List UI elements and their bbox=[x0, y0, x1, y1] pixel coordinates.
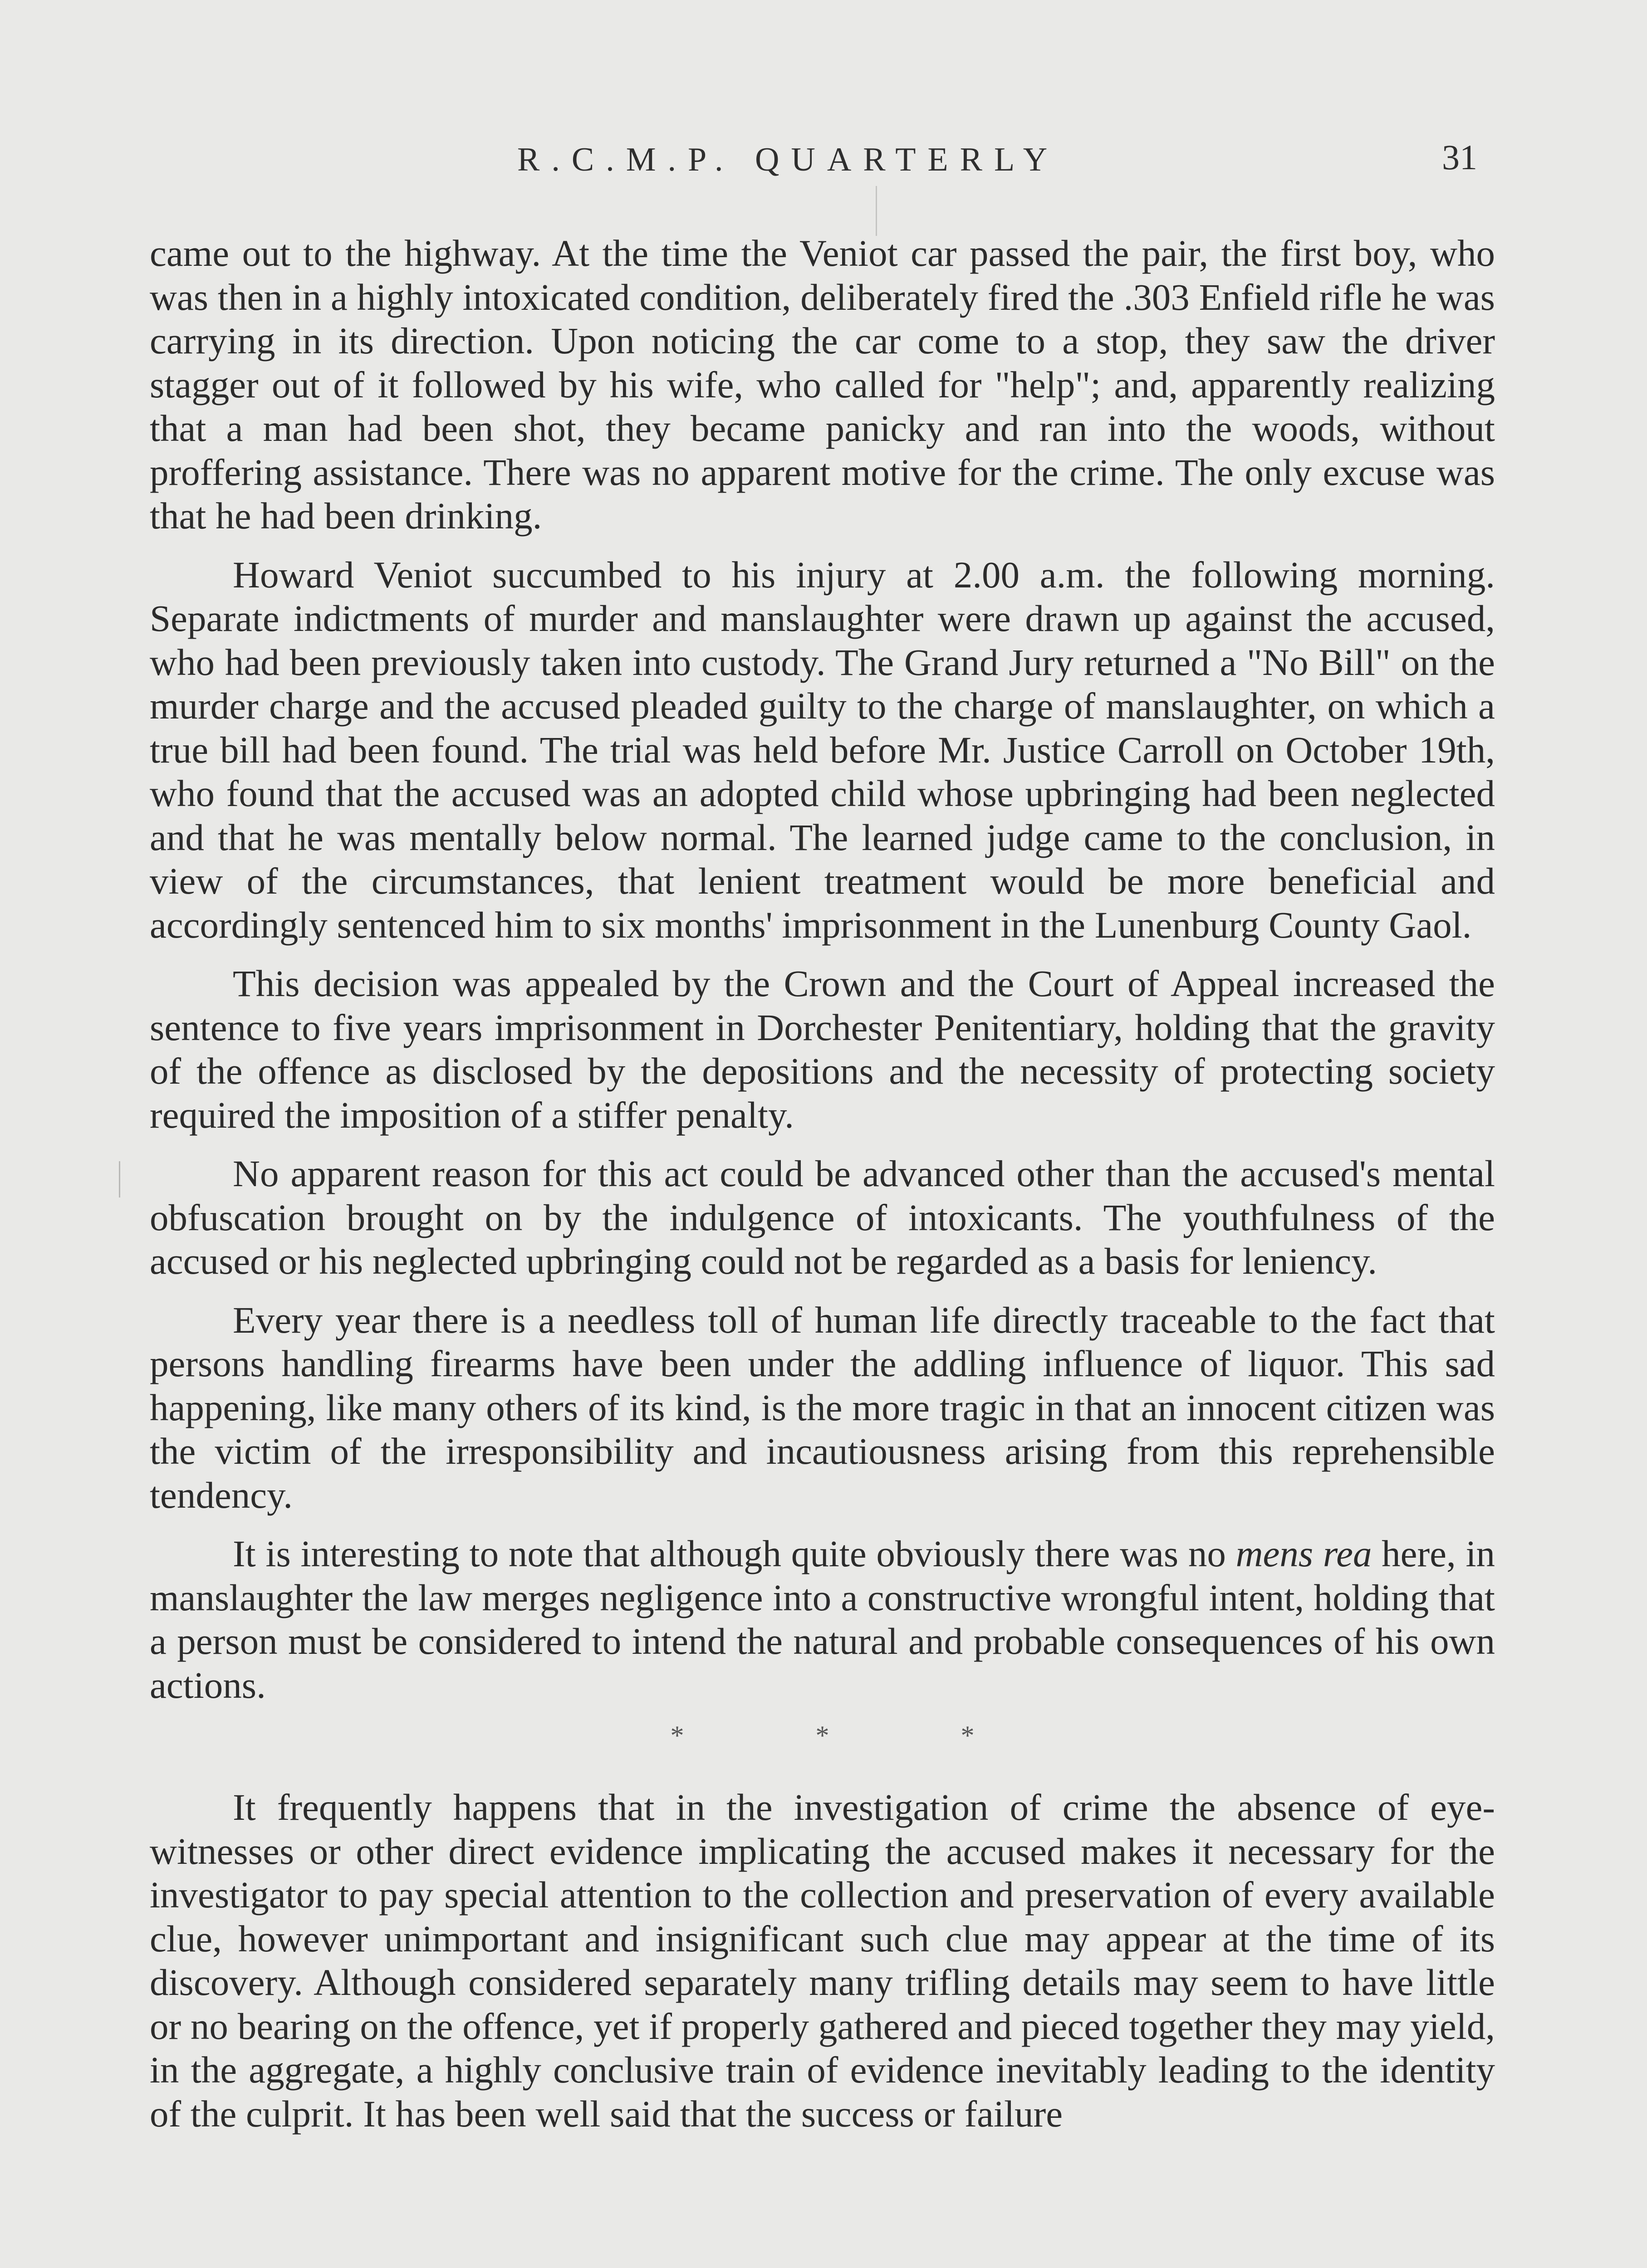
paragraph-5: Every year there is a needless toll of human life directly traceable to the fact that persons handling firearms have been under the addling influence of liquor. This sad happening, like many others of its kind, is the more tragic in that an innocent citizen was the victim of the irresponsibility and incautiousness arising from this reprehensible tendency. bbox=[150, 1299, 1495, 1516]
paragraph-3: This decision was appealed by the Crown and the Court of Appeal increased the sentence to five years imprisonment in Dorchester Penitentiary, holding that the gravity of the offence as disclosed by the depositions and the necessity of protecting society required the imposition of a stiffer penalty. bbox=[150, 963, 1495, 1136]
margin-mark bbox=[119, 1161, 120, 1198]
paragraph-4: No apparent reason for this act could be advanced other than the accused's mental obfuscation brought on by the indulgence of intoxicants. The youthfulness of the accused or his neglected upbringing could not be regarded as a basis for leniency. bbox=[150, 1153, 1495, 1282]
paragraph-2: Howard Veniot succumbed to his injury at 2.00 a.m. the following morning. Separate indictments of murder and manslaughter were drawn up against the accused, who had been previously taken into custody. The Grand Jury returned a "No Bill" on the murder charge and the accused pleaded guilty to the charge of manslaughter, on which a true bill had been found. The trial was held before Mr. Justice Carroll on October 19th, who found that the accused was an adopted child whose upbringing had been neglected and that he was mentally below normal. The learned judge came to the conclusion, in view of the circumstances, that lenient treatment would be more beneficial and accordingly sentenced him to six months' imprisonment in the Lunenburg County Gaol. bbox=[150, 553, 1495, 946]
paragraph-6-start: It is interesting to note that although quite obviously there was no bbox=[233, 1533, 1236, 1574]
section-break-asterisk: * bbox=[670, 1721, 684, 1750]
journal-title: R.C.M.P. QUARTERLY bbox=[517, 141, 1059, 178]
paragraph-7: It frequently happens that in the investigation of crime the absence of eye-witnesses or other direct evidence implicating the accused makes it necessary for the investigator to pay special attention to the collection and preservation of every available clue, however unimportant and insignificant such clue may appear at the time of its discovery. Although considered separately many trifling details may seem to have little or no bearing on the offence, yet if properly gathered and pieced together they may yield, in the aggregate, a highly conclusive train of evidence inevitably leading to the identity of the culprit. It has been well said that the success or failure bbox=[150, 1786, 1495, 2135]
article-body bbox=[150, 231, 1495, 2151]
page-number: 31 bbox=[1442, 137, 1477, 177]
section-break-asterisk: * bbox=[961, 1721, 975, 1750]
section-break bbox=[150, 1722, 1495, 1749]
paragraph-6-end: here, in manslaughter the law merges negligence into a constructive wrongful intent, holding that a person must be considered to intend the natural and probable consequences of his own actions. bbox=[150, 1533, 1495, 1706]
section-break-asterisk: * bbox=[815, 1721, 829, 1750]
paragraph-1: came out to the highway. At the time the Veniot car passed the pair, the first boy, who was then in a highly intoxicated condition, deliberately fired the .303 Enfield rifle he was carrying in its direction. Upon noticing the car come to a stop, they saw the driver stagger out of it followed by his wife, who called for "help"; and, apparently realizing that a man had been shot, they became panicky and ran into the woods, without proffering assistance. There was no apparent motive for the crime. The only excuse was that he had been drinking. bbox=[150, 232, 1495, 537]
latin-term: mens rea bbox=[1235, 1533, 1372, 1574]
paragraph-6 bbox=[150, 1532, 1495, 1707]
scan-mark bbox=[876, 186, 877, 236]
running-head bbox=[0, 137, 1647, 186]
